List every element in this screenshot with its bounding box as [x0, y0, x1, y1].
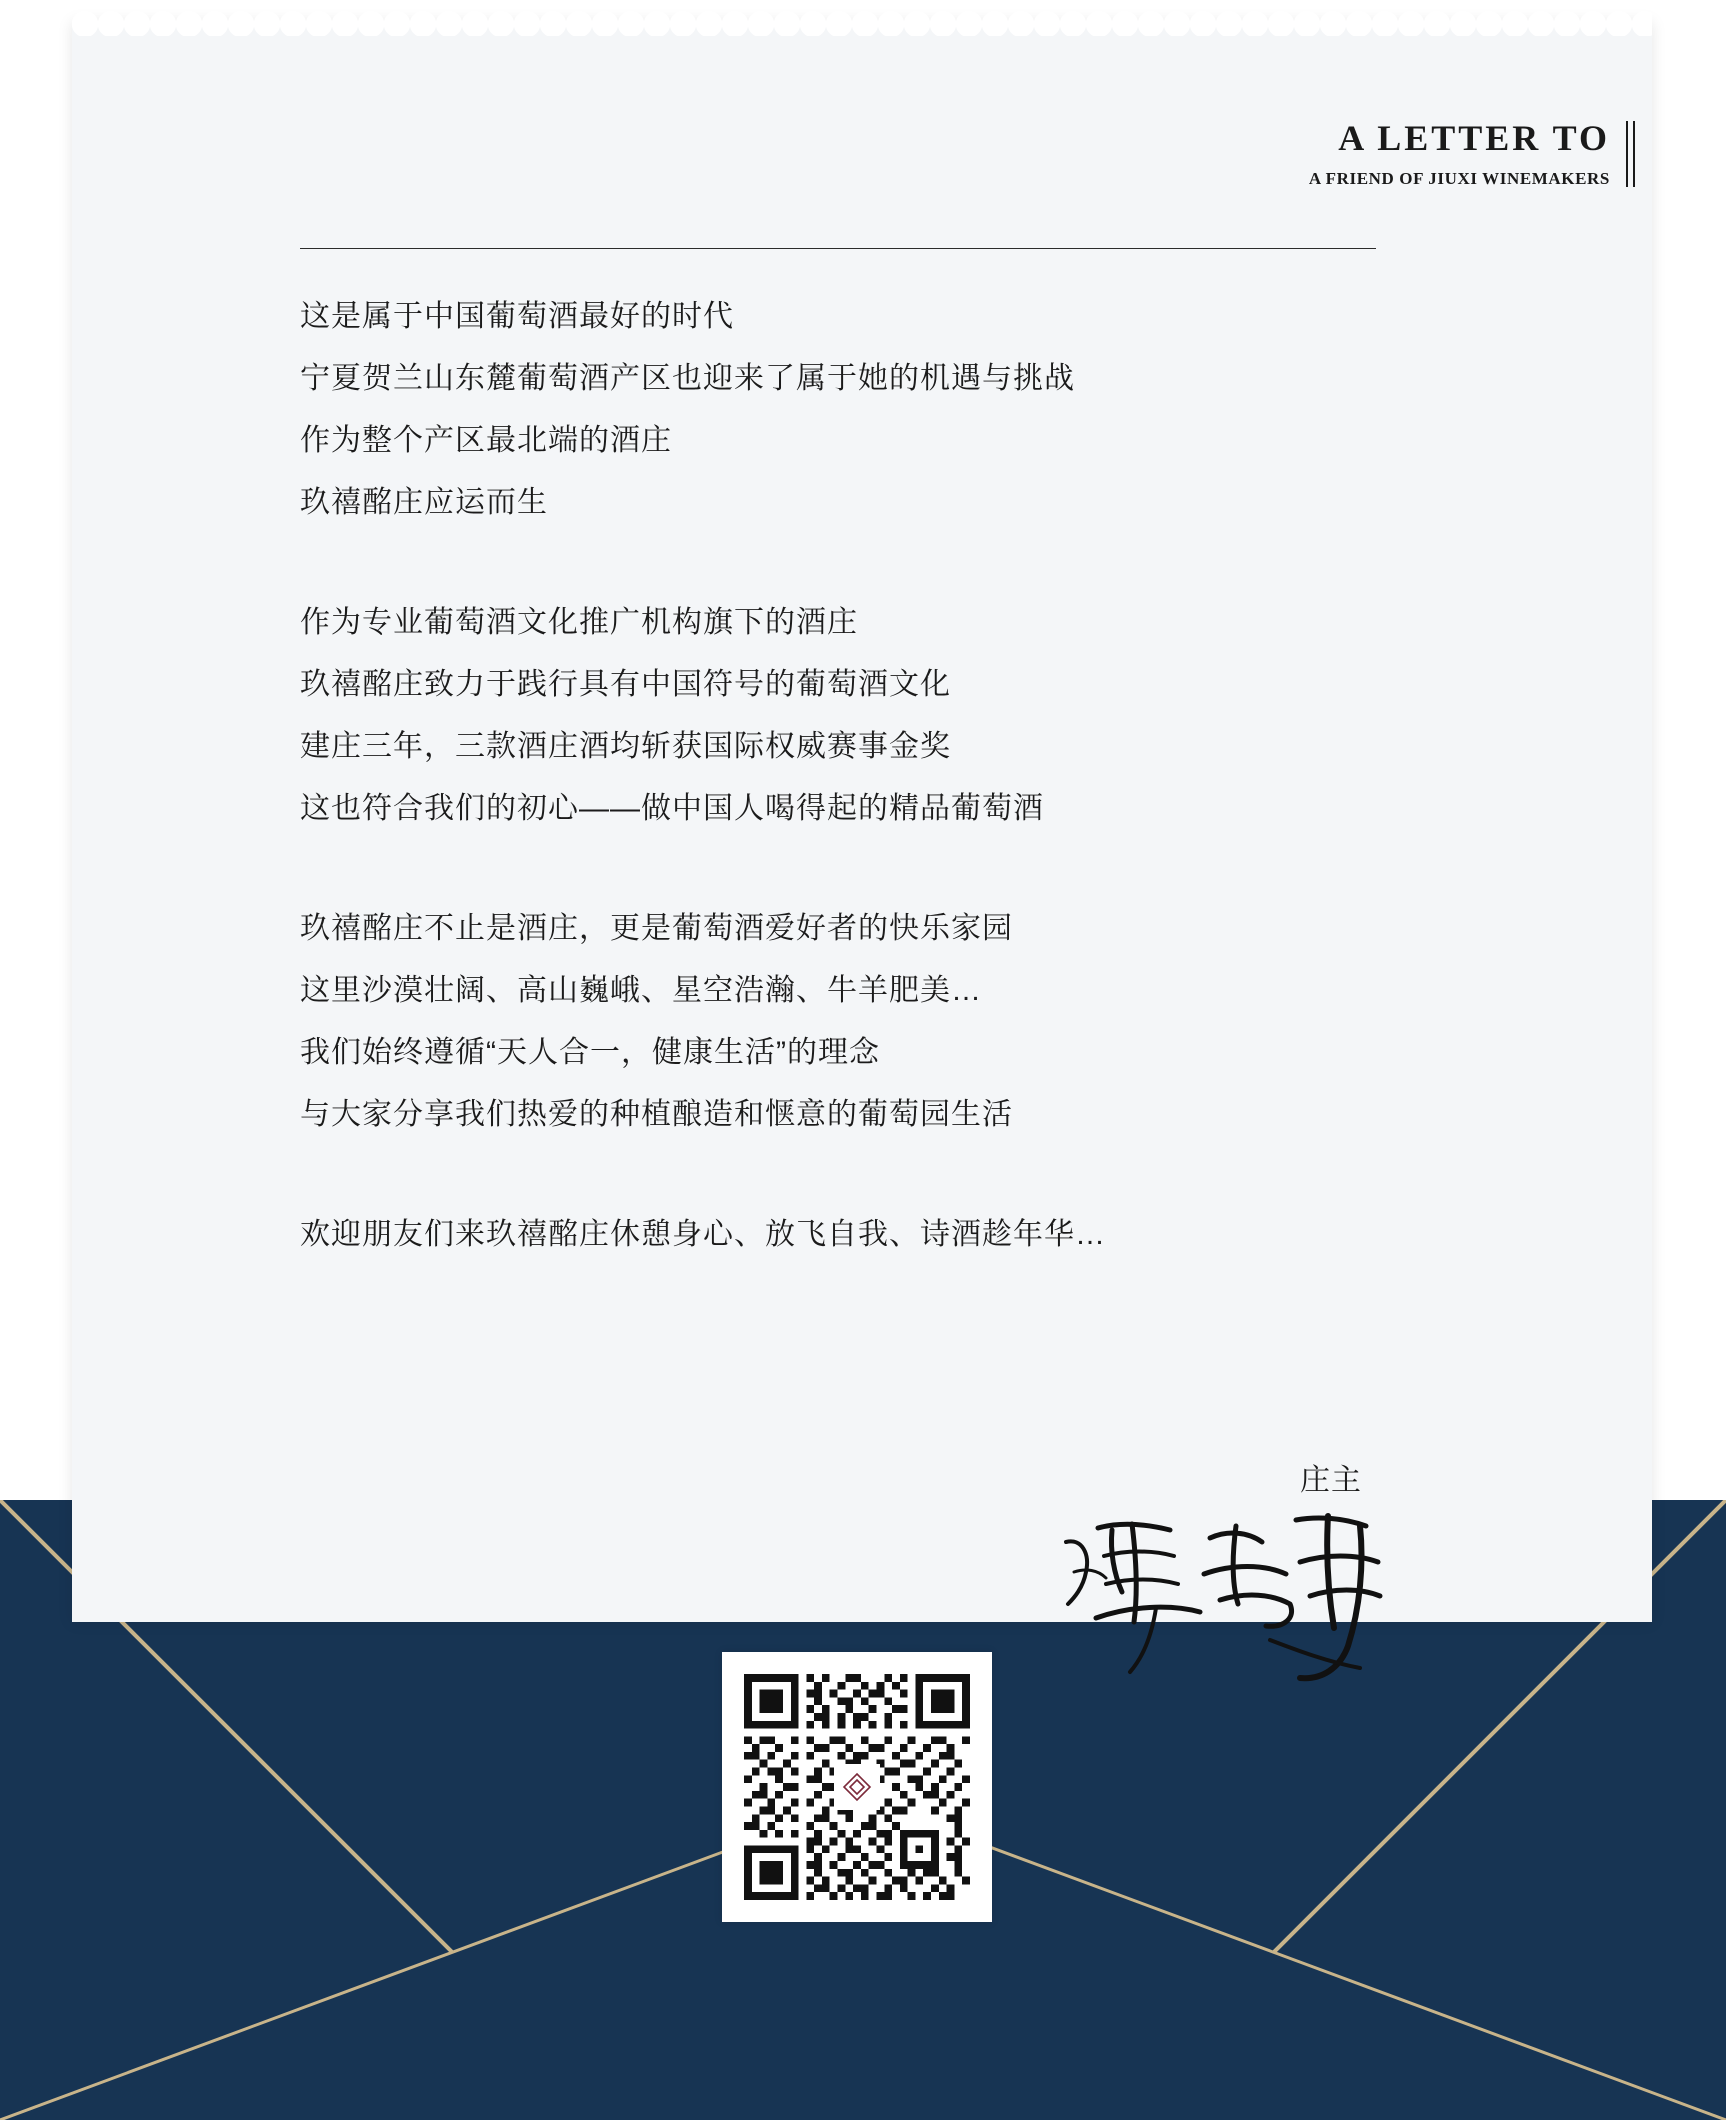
paragraph: [300, 898, 1420, 1146]
header-divider: [300, 248, 1376, 249]
letter-line: 作为整个产区最北端的酒庄: [300, 424, 672, 457]
signature-label: 庄主: [1300, 1464, 1362, 1497]
paper-scallop-edge: [72, 10, 1652, 36]
double-bar-icon: [1626, 121, 1640, 187]
letter-line: 玖禧酩庄应运而生: [300, 486, 548, 519]
letter-body: [300, 286, 1420, 1266]
paragraph: [300, 592, 1420, 840]
letter-line: 这里沙漠壮阔、高山巍峨、星空浩瀚、牛羊肥美…: [300, 974, 982, 1007]
paragraph: [300, 286, 1420, 534]
letter-line: 玖禧酩庄不止是酒庄，更是葡萄酒爱好者的快乐家园: [300, 912, 1013, 945]
diamond-logo-icon: [834, 1764, 880, 1810]
letter-line: 这是属于中国葡萄酒最好的时代: [300, 300, 734, 333]
letter-header: [1080, 118, 1640, 189]
wechat-qr-code[interactable]: [722, 1652, 992, 1922]
signature-handwriting: [1060, 1500, 1400, 1690]
letter-line: 欢迎朋友们来玖禧酩庄休憩身心、放飞自我、诗酒趁年华…: [300, 1218, 1106, 1251]
letter-line: 与大家分享我们热爱的种植酿造和惬意的葡萄园生活: [300, 1098, 1013, 1131]
letter-line: 作为专业葡萄酒文化推广机构旗下的酒庄: [300, 606, 858, 639]
letter-line: 宁夏贺兰山东麓葡萄酒产区也迎来了属于她的机遇与挑战: [300, 362, 1075, 395]
letter-line: 玖禧酩庄致力于践行具有中国符号的葡萄酒文化: [300, 668, 951, 701]
letter-line: 我们始终遵循“天人合一，健康生活”的理念: [300, 1036, 880, 1069]
letter-line: 建庄三年，三款酒庄酒均斩获国际权威赛事金奖: [300, 730, 951, 763]
letter-line: 这也符合我们的初心——做中国人喝得起的精品葡萄酒: [300, 792, 1044, 825]
page-title: A LETTER TO: [1338, 118, 1610, 158]
page-subtitle: A FRIEND OF JIUXI WINEMAKERS: [1308, 169, 1610, 189]
paragraph: [300, 1204, 1420, 1266]
